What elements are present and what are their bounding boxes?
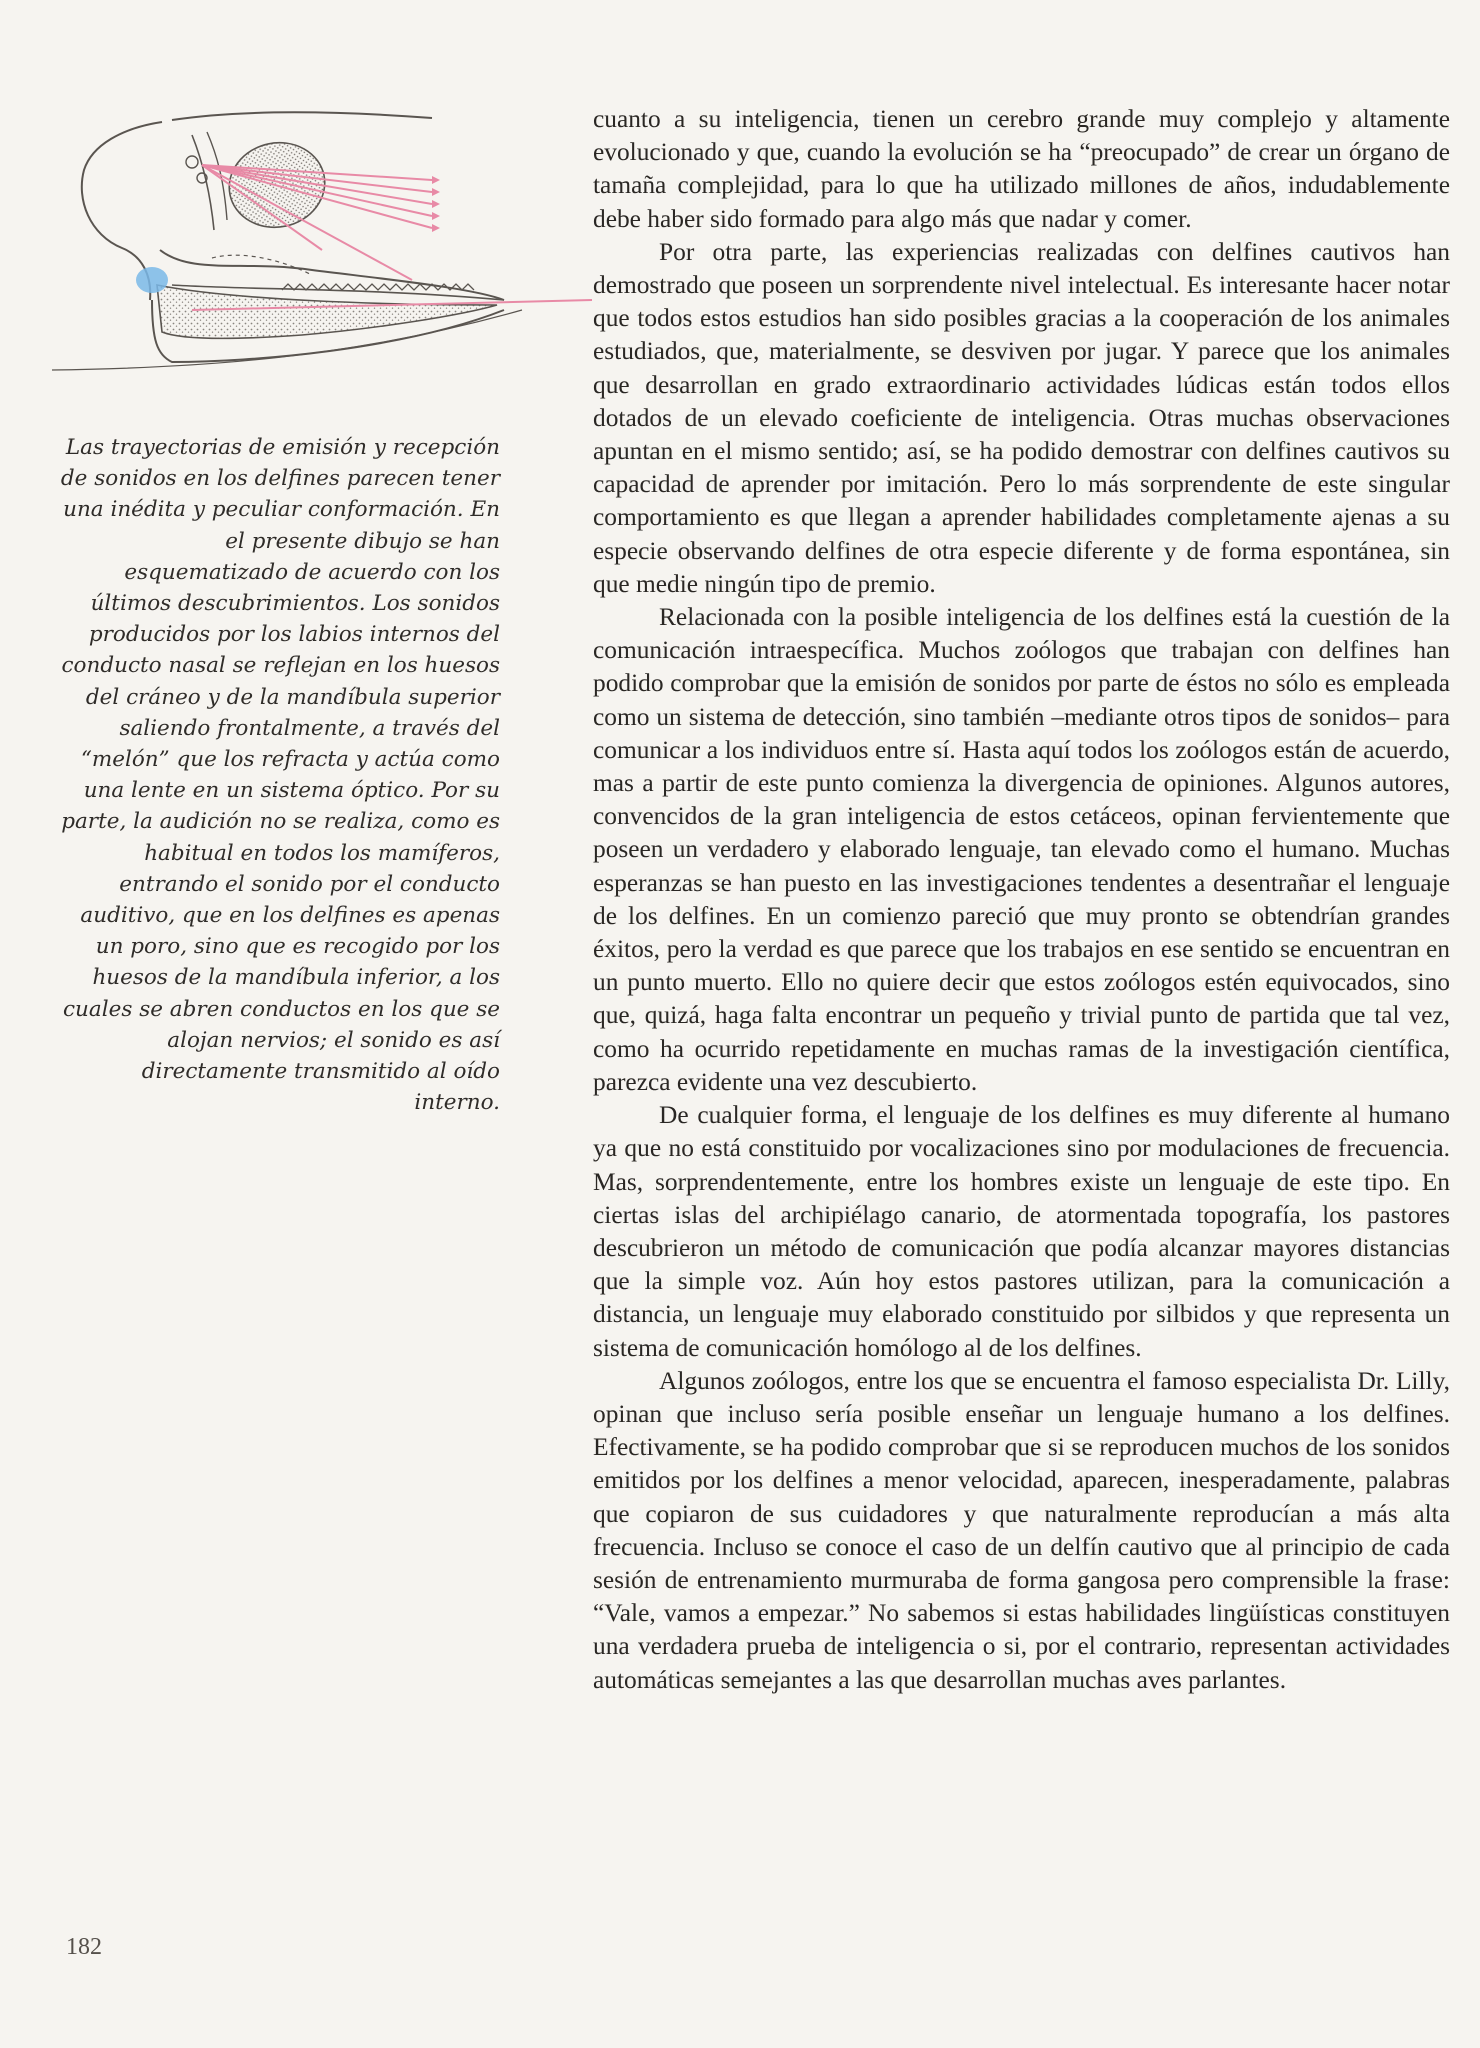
dolphin-sound-diagram (52, 100, 592, 390)
paragraph: De cualquier forma, el lenguaje de los delfines es muy diferente al humano ya que no está constituido por vocalizaciones sino por modulaciones de frecuencia. Mas, sorprendentemente, entre los hombres existe un lenguaje de este tipo. En ciertas islas del archipiélago canario, de atormentada topografía, los pastores descubrieron un método de comunicación que podía alcanzar mayores distancias que la simple voz. Aún hoy estos pastores utilizan, para la comunicación a distancia, un lenguaje muy elaborado constituido por silbidos y que representa un sistema de comunicación homólogo al de los delfines. (593, 1101, 1450, 1362)
page-number: 182 (66, 1934, 102, 1960)
dolphin-head-diagram-icon (52, 100, 592, 390)
paragraph: Por otra parte, las experiencias realizadas con delfines cautivos han demostrado que poseen un sorprendente nivel intelectual. Es interesante hacer notar que todos estos estudios han sido posibles gracias a la cooperación de los animales estudiados, que, materialmente, se desviven por jugar. Y parece que los animales que desarrollan en grado extraordinario actividades lúdicas están todos ellos dotados de un elevado coeficiente de inteligencia. Otras muchas observaciones apuntan en el mismo sentido; así, se ha podido demostrar con delfines cautivos su capacidad de aprender por imitación. Pero lo más sorprendente de este singular comportamiento es que llegan a aprender habilidades completamente ajenas a su especie observando delfines de otra especie diferente y de forma espontánea, sin que medie ningún tipo de premio. (593, 237, 1450, 598)
paragraph: cuanto a su inteligencia, tienen un cerebro grande muy complejo y altamente evolucionado y que, cuando la evolución se ha “preocupado” de crear un órgano de tamaña complejidad, para lo que ha utilizado millones de años, indudablemente debe haber sido formado para algo más que nadar y comer. (593, 105, 1450, 233)
figure-caption: Las trayectorias de emisión y recepción de sonidos en los delfines parecen tener una inédita y peculiar conformación. En el presente dibujo se han esquematizado de acuerdo con los últimos descubrimientos. Los sonidos producidos por los labios internos del conducto nasal se reflejan en los huesos del cráneo y de la mandíbula superior saliendo frontalmente, a través del “melón” que los refracta y actúa como una lente en un sistema óptico. Por su parte, la audición no se realiza, como es habitual en todos los mamíferos, entrando el sonido por el conducto auditivo, que en los delfines es apenas un poro, sino que es recogido por los huesos de la mandíbula inferior, a los cuales se abren conductos en los que se alojan nervios; el sonido es así directamente transmitido al oído interno. (60, 435, 500, 1116)
paragraph: Algunos zoólogos, entre los que se encuentra el famoso especialista Dr. Lilly, opinan que incluso sería posible enseñar un lenguaje humano a los delfines. Efectivamente, se ha podido comprobar que si se reproducen muchos de los sonidos emitidos por los delfines a menor velocidad, aparecen, inesperadamente, palabras que copiaron de sus cuidadores y que naturalmente reproducían a más alta frecuencia. Incluso se conoce el caso de un delfín cautivo que al principio de cada sesión de entrenamiento murmuraba de forma gangosa pero comprensible la frase: “Vale, vamos a empezar.” No sabemos si estas habilidades lingüísticas constituyen una verdadera prueba de inteligencia o si, por el contrario, representan actividades automáticas semejantes a las que desarrollan muchas aves parlantes. (593, 1366, 1450, 1694)
paragraph: Relacionada con la posible inteligencia de los delfines está la cuestión de la comunicación intraespecífica. Muchos zoólogos que trabajan con delfines han podido comprobar que la emisión de sonidos por parte de éstos no sólo es empleada como un sistema de detección, sino también –mediante otros tipos de sonidos– para comunicar a los individuos entre sí. Hasta aquí todos los zoólogos están de acuerdo, mas a partir de este punto comienza la divergencia de opiniones. Algunos autores, convencidos de la gran inteligencia de estos cetáceos, opinan fervientemente que poseen un verdadero y elaborado lenguaje, tan elevado como el humano. Muchas esperanzas se han puesto en las investigaciones tendentes a desentrañar el lenguaje de los delfines. En un comienzo pareció que muy pronto se obtendrían grandes éxitos, pero la verdad es que parece que los trabajos en ese sentido se encuentran en un punto muerto. Ello no quiere decir que estos zoólogos estén equivocados, sino que, quizá, haga falta encontrar un pequeño y trivial punto de partida que tal vez, como ha ocurrido repetidamente en muchas ramas de la investigación científica, parezca evidente una vez descubierto. (593, 603, 1450, 1096)
main-text-column (593, 103, 1450, 1697)
